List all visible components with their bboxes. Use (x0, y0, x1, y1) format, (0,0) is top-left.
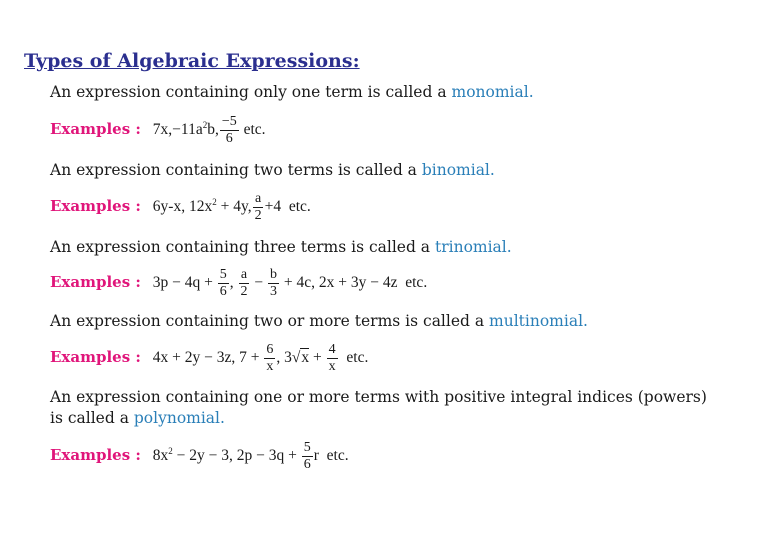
binomial-definition: An expression containing two terms is called a binomial. (50, 161, 495, 179)
trinomial-expression: 3p − 4q + $\frac{5}{6}$ , $\frac{a}{2}$ − $\frac{b}{3}$ + 4c, 2x + 3y − 4z etc. (152, 267, 428, 299)
multinomial-expression: 4x + 2y − 3z, 7 + $\frac{6}{x}$ , 3√x + $\frac{4}{x}$ etc. (152, 342, 369, 374)
examples-label: Examples : (50, 197, 141, 216)
multinomial-definition: An expression containing two or more terms is called a multinomial. (50, 312, 588, 330)
examples-label: Examples : (50, 446, 141, 465)
examples-label: Examples : (50, 273, 141, 292)
multinomial-term: multinomial. (489, 312, 588, 330)
trinomial-term: trinomial. (434, 238, 512, 256)
section-heading: Types of Algebraic Expressions: (24, 50, 360, 72)
trinomial-definition: An expression containing three terms is called a trinomial. (50, 238, 512, 256)
examples-label: Examples : (50, 120, 141, 139)
polynomial-expression: $8x^2 - 2y - 3$, 2p − 3q + $\frac{5}{6}$ r etc. (152, 440, 349, 472)
examples-label: Examples : (50, 348, 141, 367)
monomial-term: monomial. (451, 83, 534, 101)
monomial-examples (50, 115, 266, 146)
monomial-expression: $7x,-11a^2b$, $\frac{-5}{6}$ etc. (152, 114, 266, 146)
trinomial-examples (50, 268, 427, 299)
binomial-expression: 6y-x, $12x^2 + 4y$, $\frac{a}{2}$ +4 etc. (152, 191, 311, 223)
polynomial-definition-line2: is called a polynomial. (50, 409, 225, 427)
polynomial-definition-line1: An expression containing one or more terms with positive integral indices (powers) (50, 388, 707, 406)
monomial-definition: An expression containing only one term is called a monomial. (50, 83, 534, 101)
binomial-examples (50, 192, 311, 223)
multinomial-examples (50, 343, 368, 374)
polynomial-term: polynomial. (133, 409, 225, 427)
polynomial-examples (50, 441, 349, 472)
binomial-term: binomial. (421, 161, 495, 179)
